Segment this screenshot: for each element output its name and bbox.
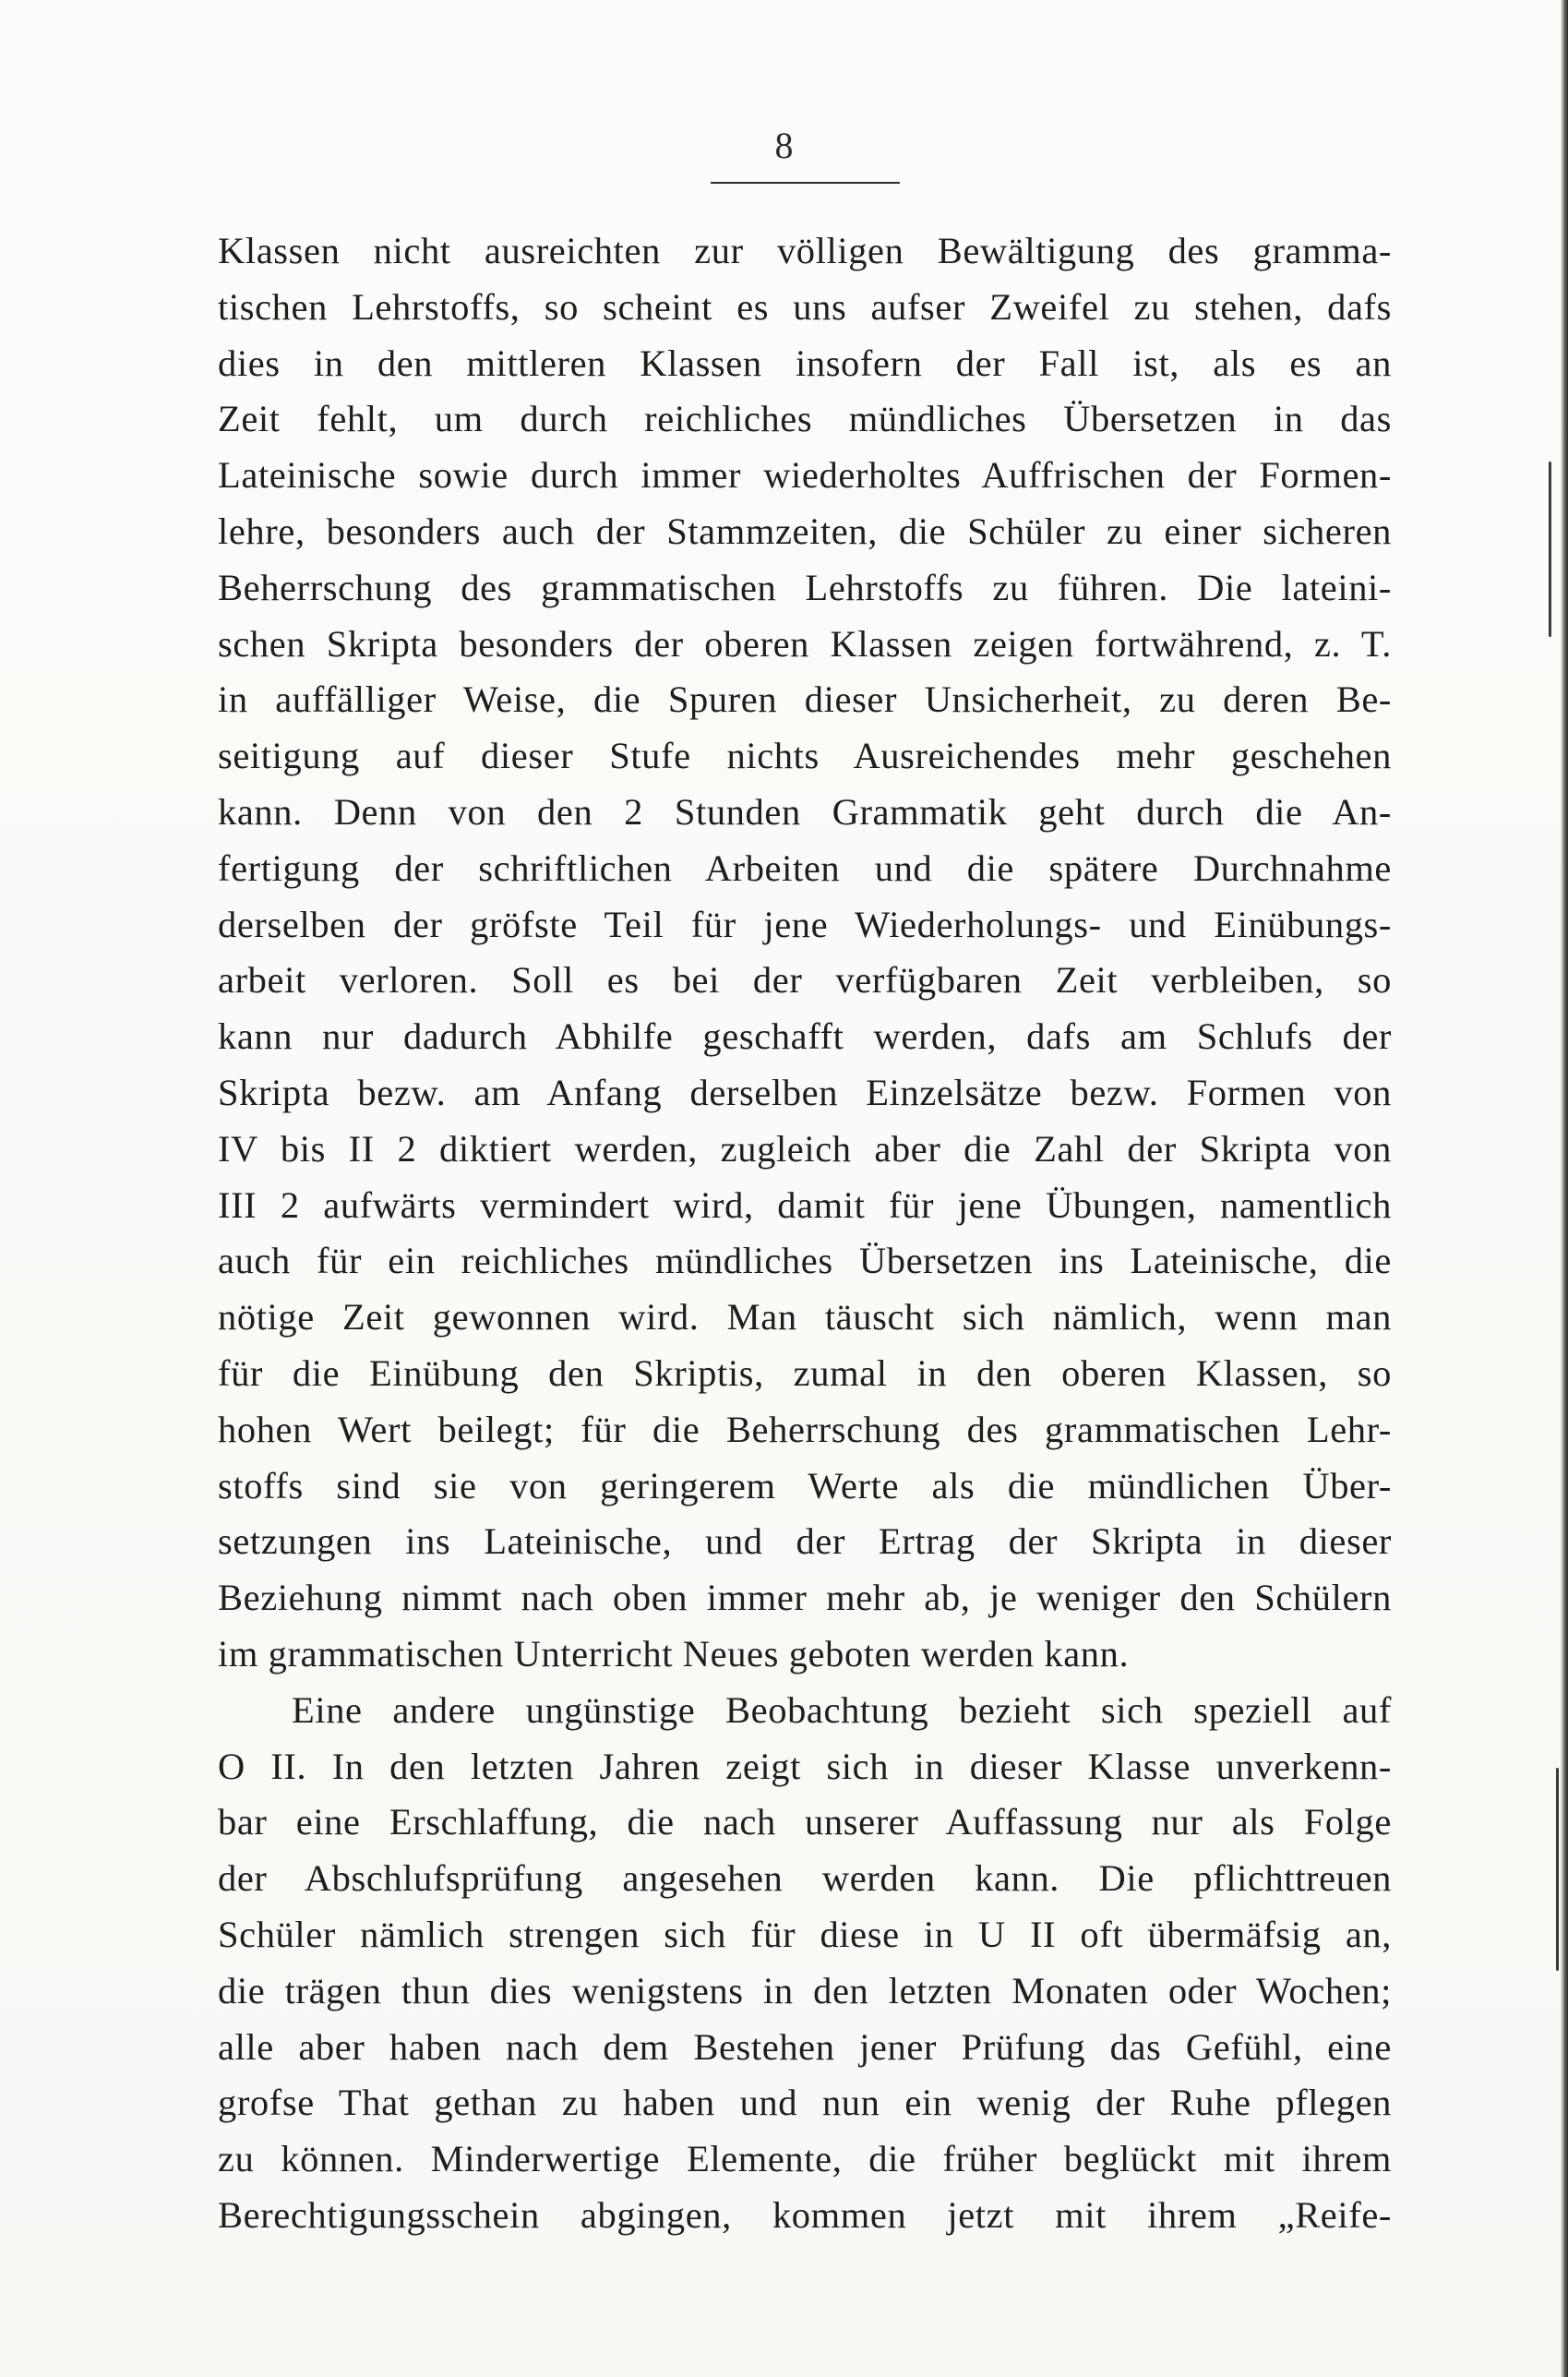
text-line: Lateinische sowie durch immer wiederholtes Auffrischen der Formen- xyxy=(218,454,1392,497)
text-line: bar eine Erschlaffung, die nach unserer Auffassung nur als Folge xyxy=(218,1801,1392,1843)
text-line: O II. In den letzten Jahren zeigt sich in dieser Klasse unverkenn- xyxy=(218,1745,1392,1787)
text-line: die trägen thun dies wenigstens in den letzten Monaten oder Wochen; xyxy=(218,1969,1392,2011)
text-line: der Abschlufsprüfung angesehen werden kann. Die pflichttreuen xyxy=(218,1857,1392,1900)
text-line: setzungen ins Lateinische, und der Ertrag der Skripta in dieser xyxy=(218,1520,1392,1563)
text-line: Beziehung nimmt nach oben immer mehr ab, je weniger den Schülern xyxy=(218,1577,1392,1619)
text-line: grofse That gethan zu haben und nun ein wenig der Ruhe pflegen xyxy=(218,2082,1392,2124)
text-line-paragraph-end: im grammatischen Unterricht Neues geboten werden kann. xyxy=(218,1632,1130,1675)
text-line: Beherrschung des grammatischen Lehrstoffs zu führen. Die lateini- xyxy=(218,566,1392,608)
text-line: III 2 aufwärts vermindert wird, damit für jene Übungen, namentlich xyxy=(218,1183,1392,1226)
text-line: in auffälliger Weise, die Spuren dieser Unsicherheit, zu deren Be- xyxy=(218,678,1392,721)
text-line-paragraph-start: Eine andere ungünstige Beobachtung bezieht sich speziell auf xyxy=(292,1688,1392,1731)
margin-mark xyxy=(1549,462,1551,637)
text-line: schen Skripta besonders der oberen Klassen zeigen fortwährend, z. T. xyxy=(218,622,1392,665)
body-text xyxy=(218,223,1392,2244)
text-line: zu können. Minderwertige Elemente, die früher beglückt mit ihrem xyxy=(218,2138,1392,2180)
text-line: seitigung auf dieser Stufe nichts Ausreichendes mehr geschehen xyxy=(218,735,1392,777)
text-line: nötige Zeit gewonnen wird. Man täuscht sich nämlich, wenn man xyxy=(218,1296,1392,1339)
text-line: Klassen nicht ausreichten zur völligen Bewältigung des gramma- xyxy=(218,230,1392,271)
page-edge-shadow xyxy=(1561,0,1568,2377)
text-line: kann. Denn von den 2 Stunden Grammatik geht durch die An- xyxy=(218,790,1392,833)
text-line: Schüler nämlich strengen sich für diese in U II oft übermäfsig an, xyxy=(218,1913,1392,1955)
text-line: IV bis II 2 diktiert werden, zugleich aber die Zahl der Skripta von xyxy=(218,1127,1392,1170)
text-line: hohen Wert beilegt; für die Beherrschung des grammatischen Lehr- xyxy=(218,1408,1392,1450)
text-line: kann nur dadurch Abhilfe geschafft werden, dafs am Schlufs der xyxy=(218,1015,1392,1058)
text-line: Berechtigungsschein abgingen, kommen jetzt mit ihrem „Reife- xyxy=(218,2193,1392,2236)
text-line: arbeit verloren. Soll es bei der verfügbaren Zeit verbleiben, so xyxy=(218,959,1392,1002)
page-number: 8 xyxy=(774,125,794,166)
text-line: tischen Lehrstoffs, so scheint es uns aufser Zweifel zu stehen, dafs xyxy=(218,285,1392,328)
text-line: auch für ein reichliches mündliches Übersetzen ins Lateinische, die xyxy=(218,1240,1392,1282)
text-line: dies in den mittleren Klassen insofern der Fall ist, als es an xyxy=(218,342,1392,384)
text-line: lehre, besonders auch der Stammzeiten, die Schüler zu einer sicheren xyxy=(218,510,1392,552)
margin-mark xyxy=(1556,1768,1559,1971)
text-line: für die Einübung den Skriptis, zumal in den oberen Klassen, so xyxy=(218,1351,1392,1394)
text-line: derselben der gröfste Teil für jene Wiederholungs- und Einübungs- xyxy=(218,903,1392,945)
text-line: Zeit fehlt, um durch reichliches mündliches Übersetzen in das xyxy=(218,398,1392,440)
text-line: alle aber haben nach dem Bestehen jener Prüfung das Gefühl, eine xyxy=(218,2025,1392,2068)
text-line: stoffs sind sie von geringerem Werte als die mündlichen Über- xyxy=(218,1464,1392,1507)
text-line: fertigung der schriftlichen Arbeiten und die spätere Durchnahme xyxy=(218,846,1392,889)
text-line: Skripta bezw. am Anfang derselben Einzelsätze bezw. Formen von xyxy=(218,1071,1392,1113)
page-number-rule xyxy=(711,182,900,184)
